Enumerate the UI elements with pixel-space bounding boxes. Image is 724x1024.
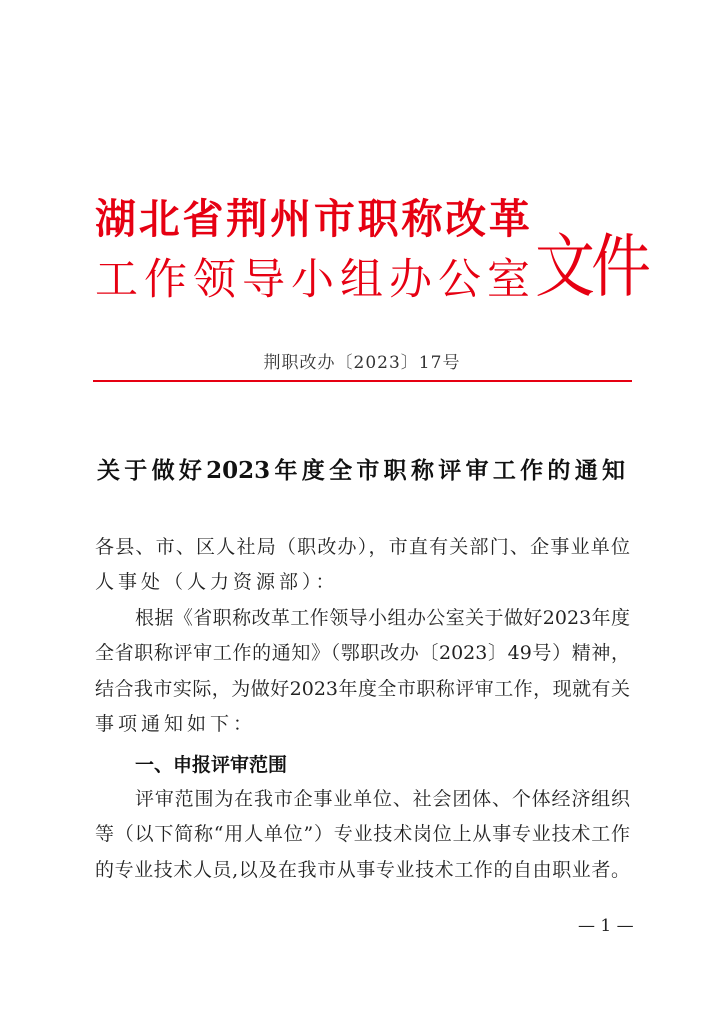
body-line: 等（以下简称“用人单位”）专业技术岗位上从事专业技术工作 [95, 823, 630, 845]
issuer-char: 导 [242, 255, 285, 305]
issuer-char: 市 [313, 195, 355, 243]
issuer-char: 小 [291, 255, 334, 305]
body-line: 各县、市、区人社局（职改办），市直有关部门、企事业单位 [95, 536, 630, 558]
body-line: 事项通知如下： [95, 713, 257, 735]
issuer-char: 领 [193, 255, 236, 305]
issuer-char: 办 [389, 255, 432, 305]
issuer-char: 湖 [95, 195, 136, 243]
issuer-line-2 [95, 246, 530, 307]
issuer-char: 省 [182, 195, 224, 243]
body-line: 根据《省职称改革工作领导小组办公室关于做好2023年度 [135, 607, 630, 629]
document-number: 荆职改办〔2023〕17号 [263, 353, 461, 373]
issuer-char: 组 [340, 255, 383, 305]
document-title: 关于做好2023年度全市职称评审工作的通知 [97, 457, 625, 484]
issuer-char: 公 [438, 255, 481, 305]
issuer-char: 改 [445, 195, 487, 243]
issuer-char: 职 [357, 195, 399, 243]
body-line: 结合我市实际，为做好2023年度全市职称评审工作，现就有关 [95, 678, 630, 700]
issuer-char: 北 [138, 195, 180, 243]
section-heading: 一、申报评审范围 [135, 754, 288, 776]
issuer-char: 州 [270, 195, 312, 243]
red-divider [93, 380, 632, 382]
body-line: 全省职称评审工作的通知》（鄂职改办〔2023〕49号）精神， [95, 642, 630, 664]
issuer-char: 荆 [226, 195, 268, 243]
document-word: 文件 [535, 226, 647, 307]
issuer-char: 室 [487, 255, 530, 305]
body-line: 人事处（人力资源部）： [95, 571, 339, 593]
issuer-char: 作 [144, 255, 187, 305]
issuer-line-1 [95, 186, 530, 245]
issuer-char: 革 [488, 195, 530, 243]
issuer-char: 工 [95, 255, 138, 305]
body-line: 评审范围为在我市企事业单位、社会团体、个体经济组织 [135, 788, 630, 810]
body-line: 的专业技术人员,以及在我市从事专业技术工作的自由职业者。 [95, 859, 630, 881]
page-number: — 1 — [578, 916, 634, 936]
issuer-char: 称 [401, 195, 443, 243]
